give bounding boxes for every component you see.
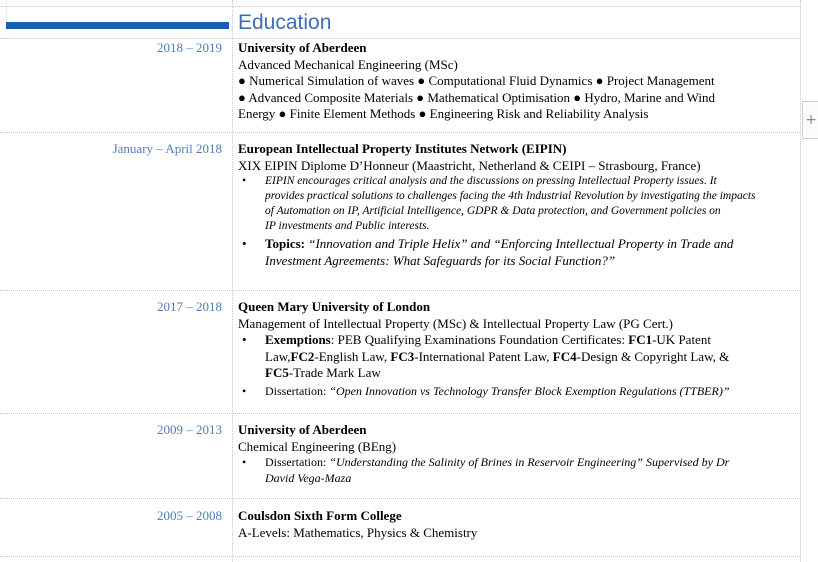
fc-text: -UK Patent bbox=[652, 332, 711, 347]
section-accent-bar bbox=[6, 22, 229, 29]
entry-date[interactable]: 2005 – 2008 bbox=[157, 508, 222, 523]
degree-title[interactable]: Management of Intellectual Property (MSc) & Intellectual Property Law (PG Cert.) bbox=[238, 315, 674, 331]
exemptions-bullet[interactable] bbox=[238, 332, 783, 382]
description-bullet[interactable] bbox=[238, 174, 783, 234]
education-entry bbox=[238, 299, 783, 399]
dissertation-title: “Understanding the Salinity of Brines in Reservoir Engineering” Supervised by Dr bbox=[329, 455, 730, 469]
modules-line[interactable]: ● Advanced Composite Materials ● Mathematical Optimisation ● Hydro, Marine and Wind bbox=[238, 89, 715, 105]
fc-text: -English Law, bbox=[314, 348, 391, 364]
fc-text: -International Patent Law, bbox=[414, 348, 553, 364]
exemptions-label: Exemptions bbox=[265, 332, 331, 347]
fc-code: FC5 bbox=[265, 365, 289, 380]
education-entry bbox=[238, 508, 783, 541]
education-entry bbox=[238, 422, 783, 486]
entry-date[interactable]: January – April 2018 bbox=[112, 141, 222, 156]
degree-title[interactable]: Advanced Mechanical Engineering (MSc) bbox=[238, 56, 458, 72]
topics-text: Investment Agreements: What Safeguards for its Social Function?” bbox=[265, 252, 616, 268]
modules-line[interactable]: Energy ● Finite Element Methods ● Engineering Risk and Reliability Analysis bbox=[238, 106, 649, 121]
dissertation-title: David Vega-Maza bbox=[265, 470, 352, 485]
row-divider bbox=[0, 413, 800, 414]
topics-label: Topics: bbox=[265, 236, 305, 251]
entry-date[interactable]: 2017 – 2018 bbox=[157, 299, 222, 314]
modules-line[interactable]: ● Numerical Simulation of waves ● Computational Fluid Dynamics ● Project Management bbox=[238, 73, 715, 88]
dissertation-bullet[interactable] bbox=[238, 384, 783, 400]
degree-title[interactable]: Chemical Engineering (BEng) bbox=[238, 438, 397, 454]
row-divider bbox=[0, 132, 800, 133]
institution-name[interactable]: Coulsdon Sixth Form College bbox=[238, 508, 402, 523]
dissertation-title: “Open Innovation vs Technology Transfer Block Exemption Regulations (TTBER)” bbox=[329, 383, 730, 398]
dissertation-label: Dissertation: bbox=[265, 455, 330, 469]
add-row-icon[interactable]: + bbox=[802, 101, 818, 139]
institution-name[interactable]: European Intellectual Property Institutes Network (EIPIN) bbox=[238, 141, 567, 156]
table-column-divider bbox=[232, 0, 233, 562]
description-line: provides practical solutions to challenges facing the 4th Industrial Revolution by investigating the impacts bbox=[265, 190, 756, 202]
fc-text: -Trade Mark Law bbox=[288, 365, 381, 380]
degree-title[interactable]: A-Levels: Mathematics, Physics & Chemistry bbox=[238, 524, 478, 540]
education-entry bbox=[238, 40, 783, 123]
fc-code: FC1 bbox=[628, 332, 653, 347]
row-divider bbox=[0, 556, 800, 557]
degree-title[interactable]: XIX EIPIN Diplome D’Honneur (Maastricht, Netherland & CEIPI – Strasbourg, France) bbox=[238, 157, 701, 173]
dissertation-label: Dissertation: bbox=[265, 383, 330, 398]
section-heading[interactable]: Education bbox=[238, 11, 332, 34]
row-divider bbox=[0, 38, 800, 39]
institution-name[interactable]: Queen Mary University of London bbox=[238, 299, 431, 314]
row-divider bbox=[0, 498, 800, 499]
topics-text: “Innovation and Triple Helix” and “Enforcing Intellectual Property in Trade and bbox=[304, 236, 734, 251]
fc-text: -Design & Copyright Law, & bbox=[576, 348, 730, 364]
institution-name[interactable]: University of Aberdeen bbox=[238, 40, 367, 55]
description-line: • EIPIN encourages critical analysis and the discussions on pressing Intellectual Property issues. It bbox=[265, 175, 717, 187]
entry-date[interactable]: 2018 – 2019 bbox=[157, 40, 222, 55]
description-line: of Automation on IP, Artificial Intelligence, GDPR & Data protection, and Government policies on bbox=[265, 205, 721, 217]
fc-code: FC2 bbox=[290, 348, 315, 364]
description-line: IP investments and Public interests. bbox=[265, 220, 430, 232]
institution-name[interactable]: University of Aberdeen bbox=[238, 422, 367, 437]
dissertation-bullet[interactable] bbox=[238, 455, 783, 486]
fc-code: FC4 bbox=[552, 348, 577, 364]
topics-bullet[interactable] bbox=[238, 236, 783, 269]
table-right-border bbox=[800, 0, 801, 562]
fc-text: Law, bbox=[265, 348, 291, 364]
row-divider bbox=[0, 290, 800, 291]
exemptions-text: : PEB Qualifying Examinations Foundation Certificates: bbox=[330, 332, 629, 347]
entry-date[interactable]: 2009 – 2013 bbox=[157, 422, 222, 437]
fc-code: FC3 bbox=[390, 348, 415, 364]
row-divider bbox=[0, 6, 800, 7]
education-entry bbox=[238, 141, 783, 269]
